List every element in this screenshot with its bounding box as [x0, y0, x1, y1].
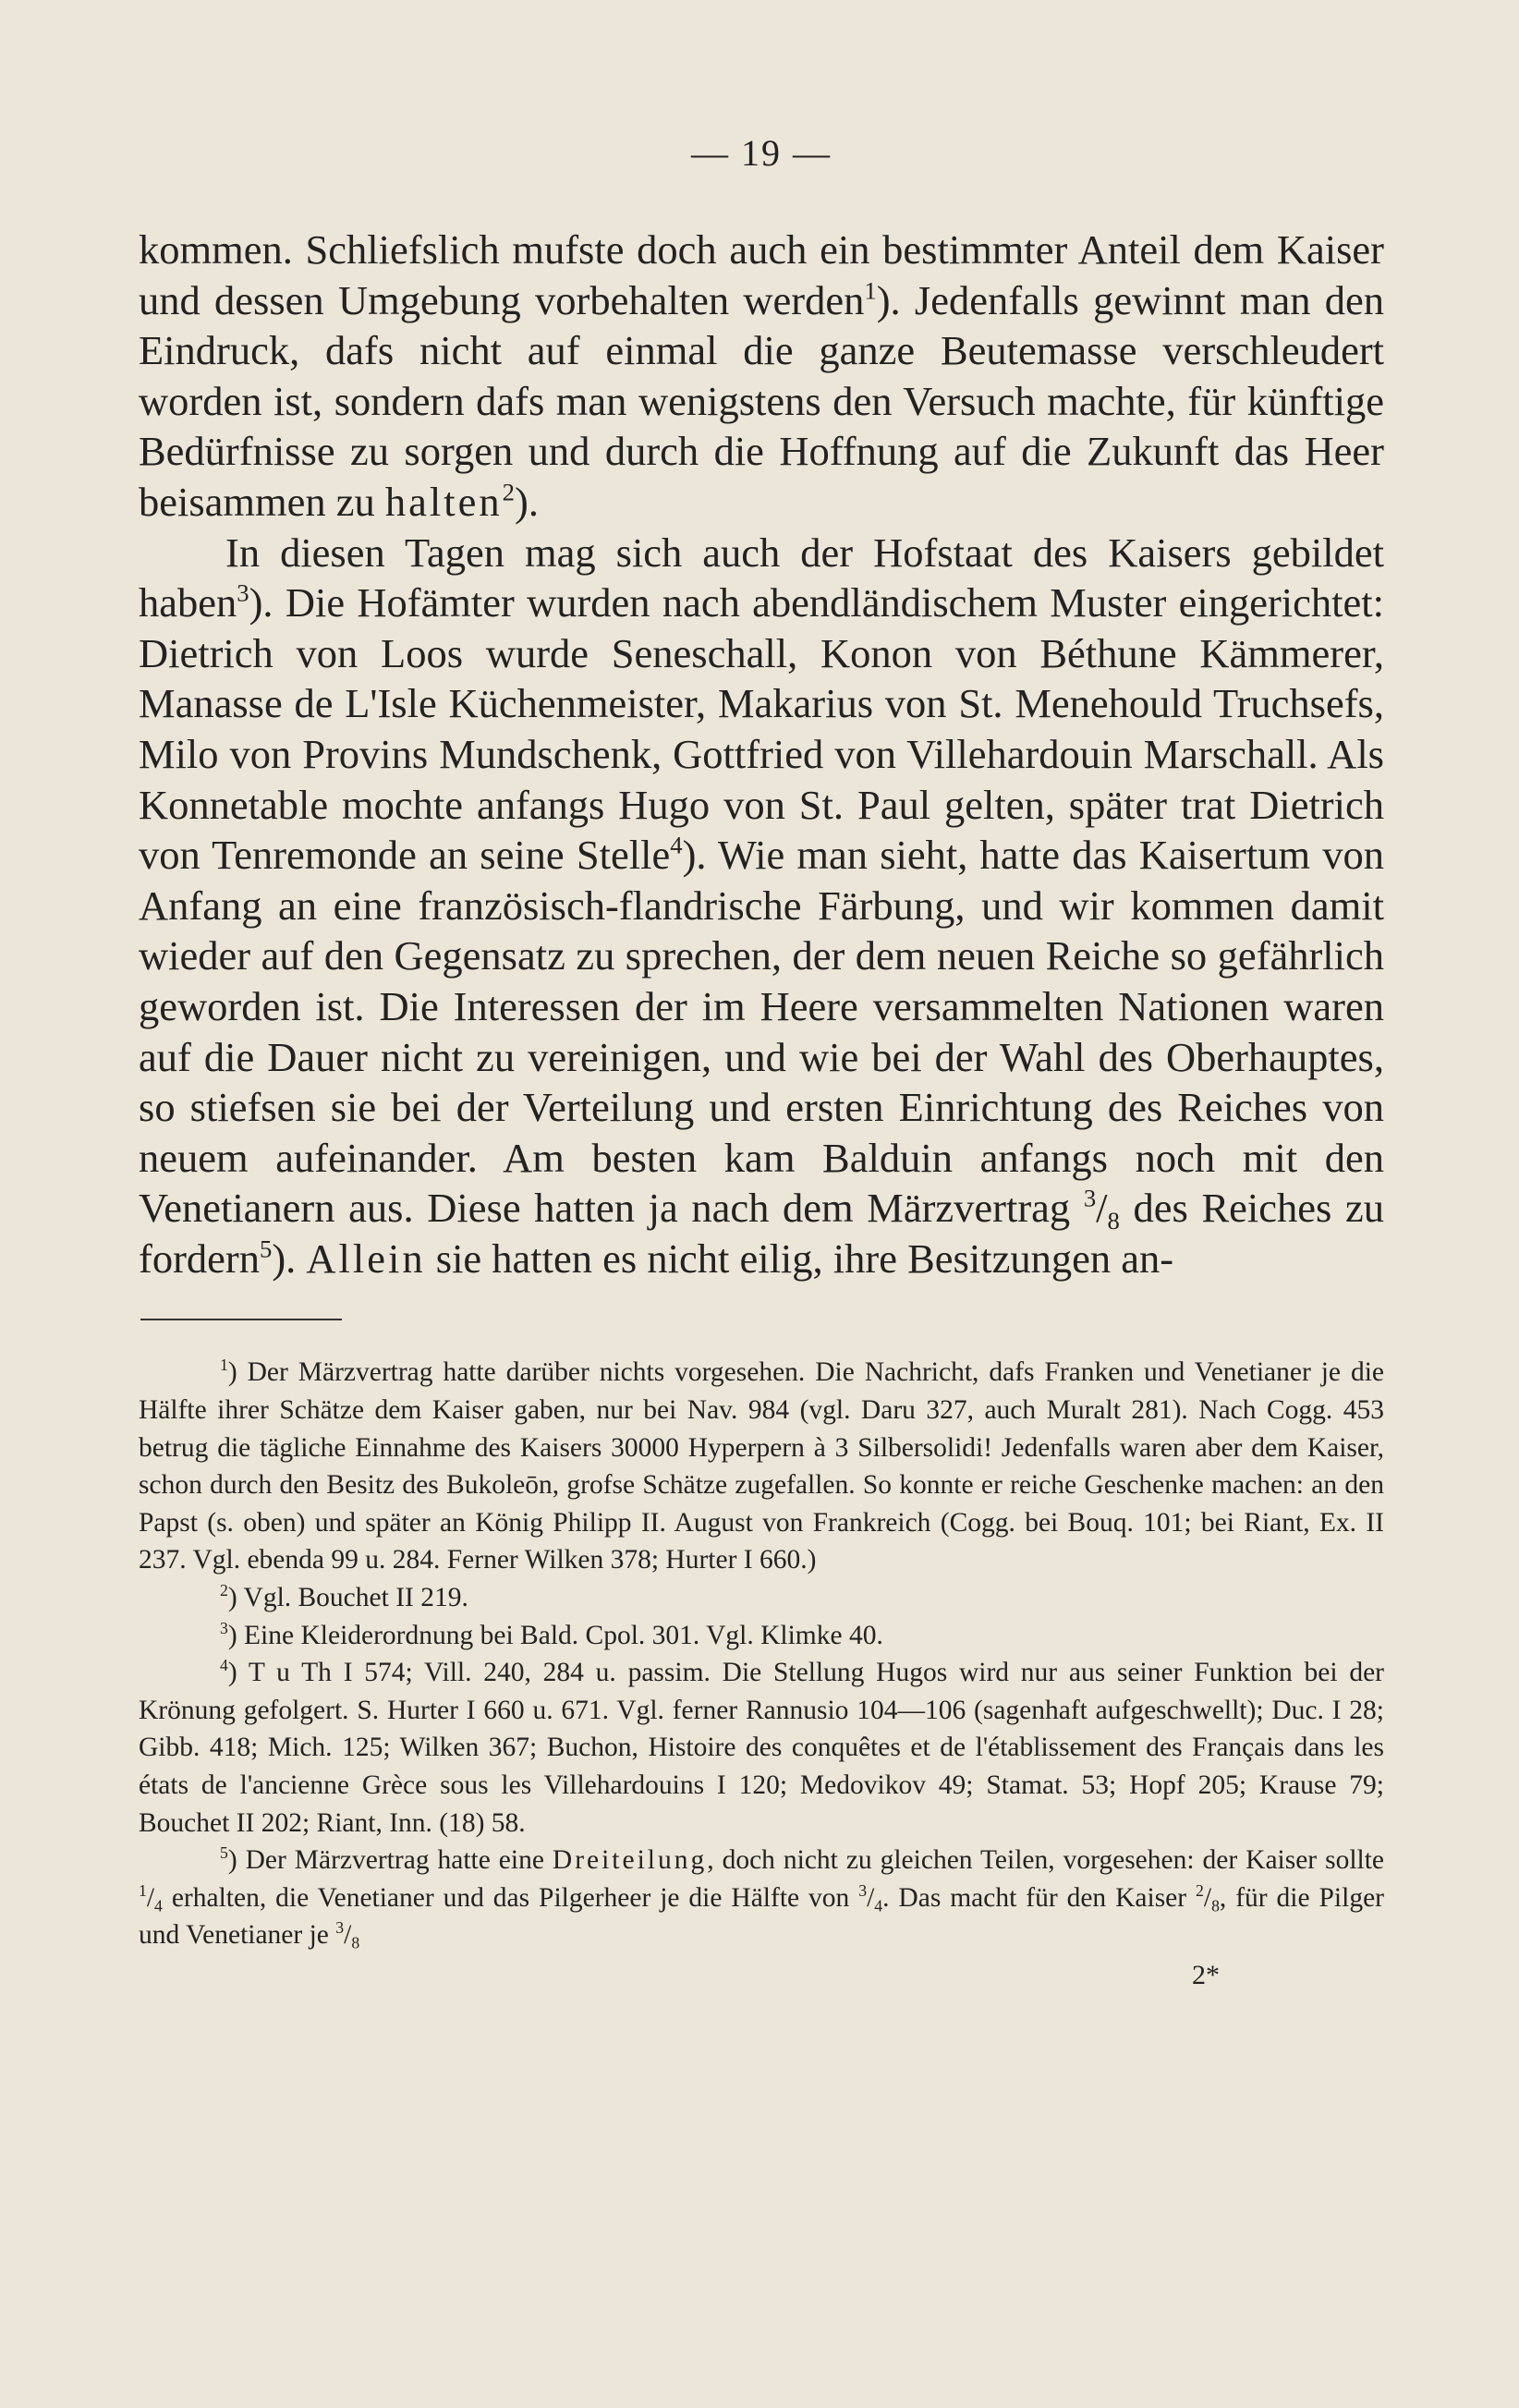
- paragraph-1: [139, 225, 1384, 528]
- footnote-ref-2[interactable]: 2: [502, 478, 515, 506]
- footnote-1: [139, 1354, 1384, 1579]
- footnote-divider: [140, 1319, 342, 1320]
- text-run: ). Die Hofämter wurden nach abendländischem Muster eingerichtet: Dietrich von Loos wurde Seneschall, Konon von Béthune Kämmerer, Manasse de L'Isle Küchenmeister, Makarius von St. Menehould Truchsefs, Milo von Provins Mundschenk, Gottfried von Villehardouin Marschall. Als Konnetable mochte anfangs Hugo von St. Paul gelten, später trat Dietrich von Tenremonde an seine Stelle: [139, 579, 1384, 879]
- fraction-numerator: 1: [139, 1880, 147, 1900]
- footnote-mark: 2: [220, 1581, 228, 1600]
- footnote-text: erhalten, die Venetianer und das Pilgerheer je die Hälfte von: [162, 1882, 859, 1913]
- footnote-mark: 1: [220, 1356, 228, 1375]
- paragraph-2: [139, 528, 1384, 1284]
- footnote-5: [139, 1842, 1384, 1954]
- footnote-mark: 5: [220, 1843, 228, 1863]
- main-text: [139, 225, 1384, 1283]
- footnote-text: ) T u Th I 574; Vill. 240, 284 u. passim. Die Stellung Hugos wird nur aus seiner Funktion bei der Krönung gefolgert. S. Hurter I 660 u. 671. Vgl. ferner Rannusio 104—106 (sagenhaft aufgeschwellt); Duc. I 28; Gibb. 418; Mich. 125; Wilken 367; Buchon, Histoire des conquêtes et de l'établissement des Français dans les états de l'ancienne Grèce sous les Villehardouins I 120; Medovikov 49; Stamat. 53; Hopf 205; Krause 79; Bouchet II 202; Riant, Inn. (18) 58.: [139, 1658, 1384, 1838]
- footnotes: [139, 1354, 1384, 1954]
- footnote-text: ) Vgl. Bouchet II 219.: [227, 1583, 468, 1613]
- text-run: kommen. Schliefslich mufste doch auch ein bestimmter Anteil dem Kaiser und dessen Umgebung vorbehalten werden: [139, 226, 1384, 323]
- footnote-ref-5[interactable]: 5: [259, 1234, 273, 1263]
- footnote-3: [139, 1617, 1384, 1655]
- text-run: ). Wie man sieht, hatte das Kaisertum von Anfang an eine französisch-flandrische Färbung, und wir kommen damit wieder auf den Gegensatz zu sprechen, der dem neuen Reiche so gefährlich geworden ist. Die Interessen der im Heere versammelten Nationen waren auf die Dauer nicht zu vereinigen, und wie bei der Wahl des Oberhauptes, so stiefsen sie bei der Verteilung und ersten Einrichtung des Reiches von neuem aufeinander. Am besten kam Balduin anfangs noch mit den Venetianern aus. Diese hatten ja nach dem Märzvertrag: [139, 832, 1384, 1232]
- text-run: In diesen Tagen mag sich auch der Hofstaat des Kaisers gebildet haben: [139, 529, 1384, 626]
- spaced-word: halten: [384, 478, 503, 525]
- footnote-mark: 3: [220, 1618, 228, 1637]
- spaced-word: Allein: [306, 1234, 426, 1282]
- footnote-ref-4[interactable]: 4: [670, 831, 683, 859]
- footnote-mark: 4: [220, 1656, 228, 1675]
- footnote-ref-3[interactable]: 3: [237, 578, 249, 607]
- page-number: — 19 —: [691, 132, 832, 174]
- text-run: sie hatten es nicht eilig, ihre Besitzungen an-: [425, 1234, 1174, 1282]
- footnote-text: , doch nicht zu gleichen Teilen, vorgesehen: der Kaiser sollte: [707, 1845, 1384, 1876]
- fraction-slash: /: [1203, 1882, 1212, 1913]
- fraction-denominator: 4: [874, 1896, 883, 1915]
- fraction-denominator: 8: [1211, 1896, 1220, 1915]
- fraction-numerator: 3: [858, 1880, 868, 1900]
- footnote-text: , für die Pilger und Venetianer je: [139, 1882, 1384, 1951]
- fraction-slash: /: [1096, 1185, 1108, 1232]
- footnote-text: ) Eine Kleiderordnung bei Bald. Cpol. 301. Vgl. Klimke 40.: [227, 1620, 883, 1650]
- fraction-denominator: 8: [1107, 1207, 1120, 1235]
- text-run: ).: [515, 478, 539, 525]
- spaced-word: Dreiteilung: [552, 1845, 708, 1876]
- footnote-ref-1[interactable]: 1: [864, 276, 877, 305]
- footnote-text: . Das macht für den Kaiser: [882, 1882, 1197, 1913]
- text-run: des Reiches zu fordern: [139, 1185, 1385, 1282]
- fraction-numerator: 3: [1083, 1184, 1097, 1212]
- footnote-text: ) Der Märzvertrag hatte eine: [227, 1845, 553, 1876]
- fraction-numerator: 3: [335, 1918, 345, 1938]
- fraction-slash: /: [146, 1882, 155, 1913]
- footnote-text: ) Der Märzvertrag hatte darüber nichts vorgesehen. Die Nachricht, dafs Franken und Venetianer je die Hälfte ihrer Schätze dem Kaiser gaben, nur bei Nav. 984 (vgl. Daru 327, auch Muralt 281). Nach Cogg. 453 betrug die tägliche Einnahme des Kaisers 30000 Hyperpern à 3 Silbersolidi! Jedenfalls waren aber dem Kaiser, schon durch den Besitz des Bukoleōn, grofse Schätze zugefallen. So konnte er reiche Geschenke machen: an den Papst (s. oben) und später an König Philipp II. August von Frankreich (Cogg. bei Bouq. 101; bei Riant, Ex. II 237. Vgl. ebenda 99 u. 284. Ferner Wilken 378; Hurter I 660.): [139, 1357, 1384, 1575]
- footnote-2: [139, 1579, 1384, 1617]
- fraction-slash: /: [344, 1920, 352, 1951]
- sheet-signature: 2*: [1192, 1959, 1220, 1990]
- footnote-4: [139, 1654, 1384, 1842]
- fraction-slash: /: [867, 1882, 875, 1913]
- fraction-denominator: 8: [351, 1933, 360, 1952]
- fraction-denominator: 4: [154, 1896, 163, 1915]
- text-run: ).: [272, 1234, 307, 1282]
- fraction-numerator: 2: [1196, 1880, 1204, 1900]
- text-run: ). Jedenfalls gewinnt man den Eindruck, dafs nicht auf einmal die ganze Beutemasse verschleudert worden ist, sondern dafs man wenigstens den Versuch machte, für künftige Bedürfnisse zu sorgen und durch die Hoffnung auf die Zukunft das Heer beisammen zu: [139, 276, 1384, 525]
